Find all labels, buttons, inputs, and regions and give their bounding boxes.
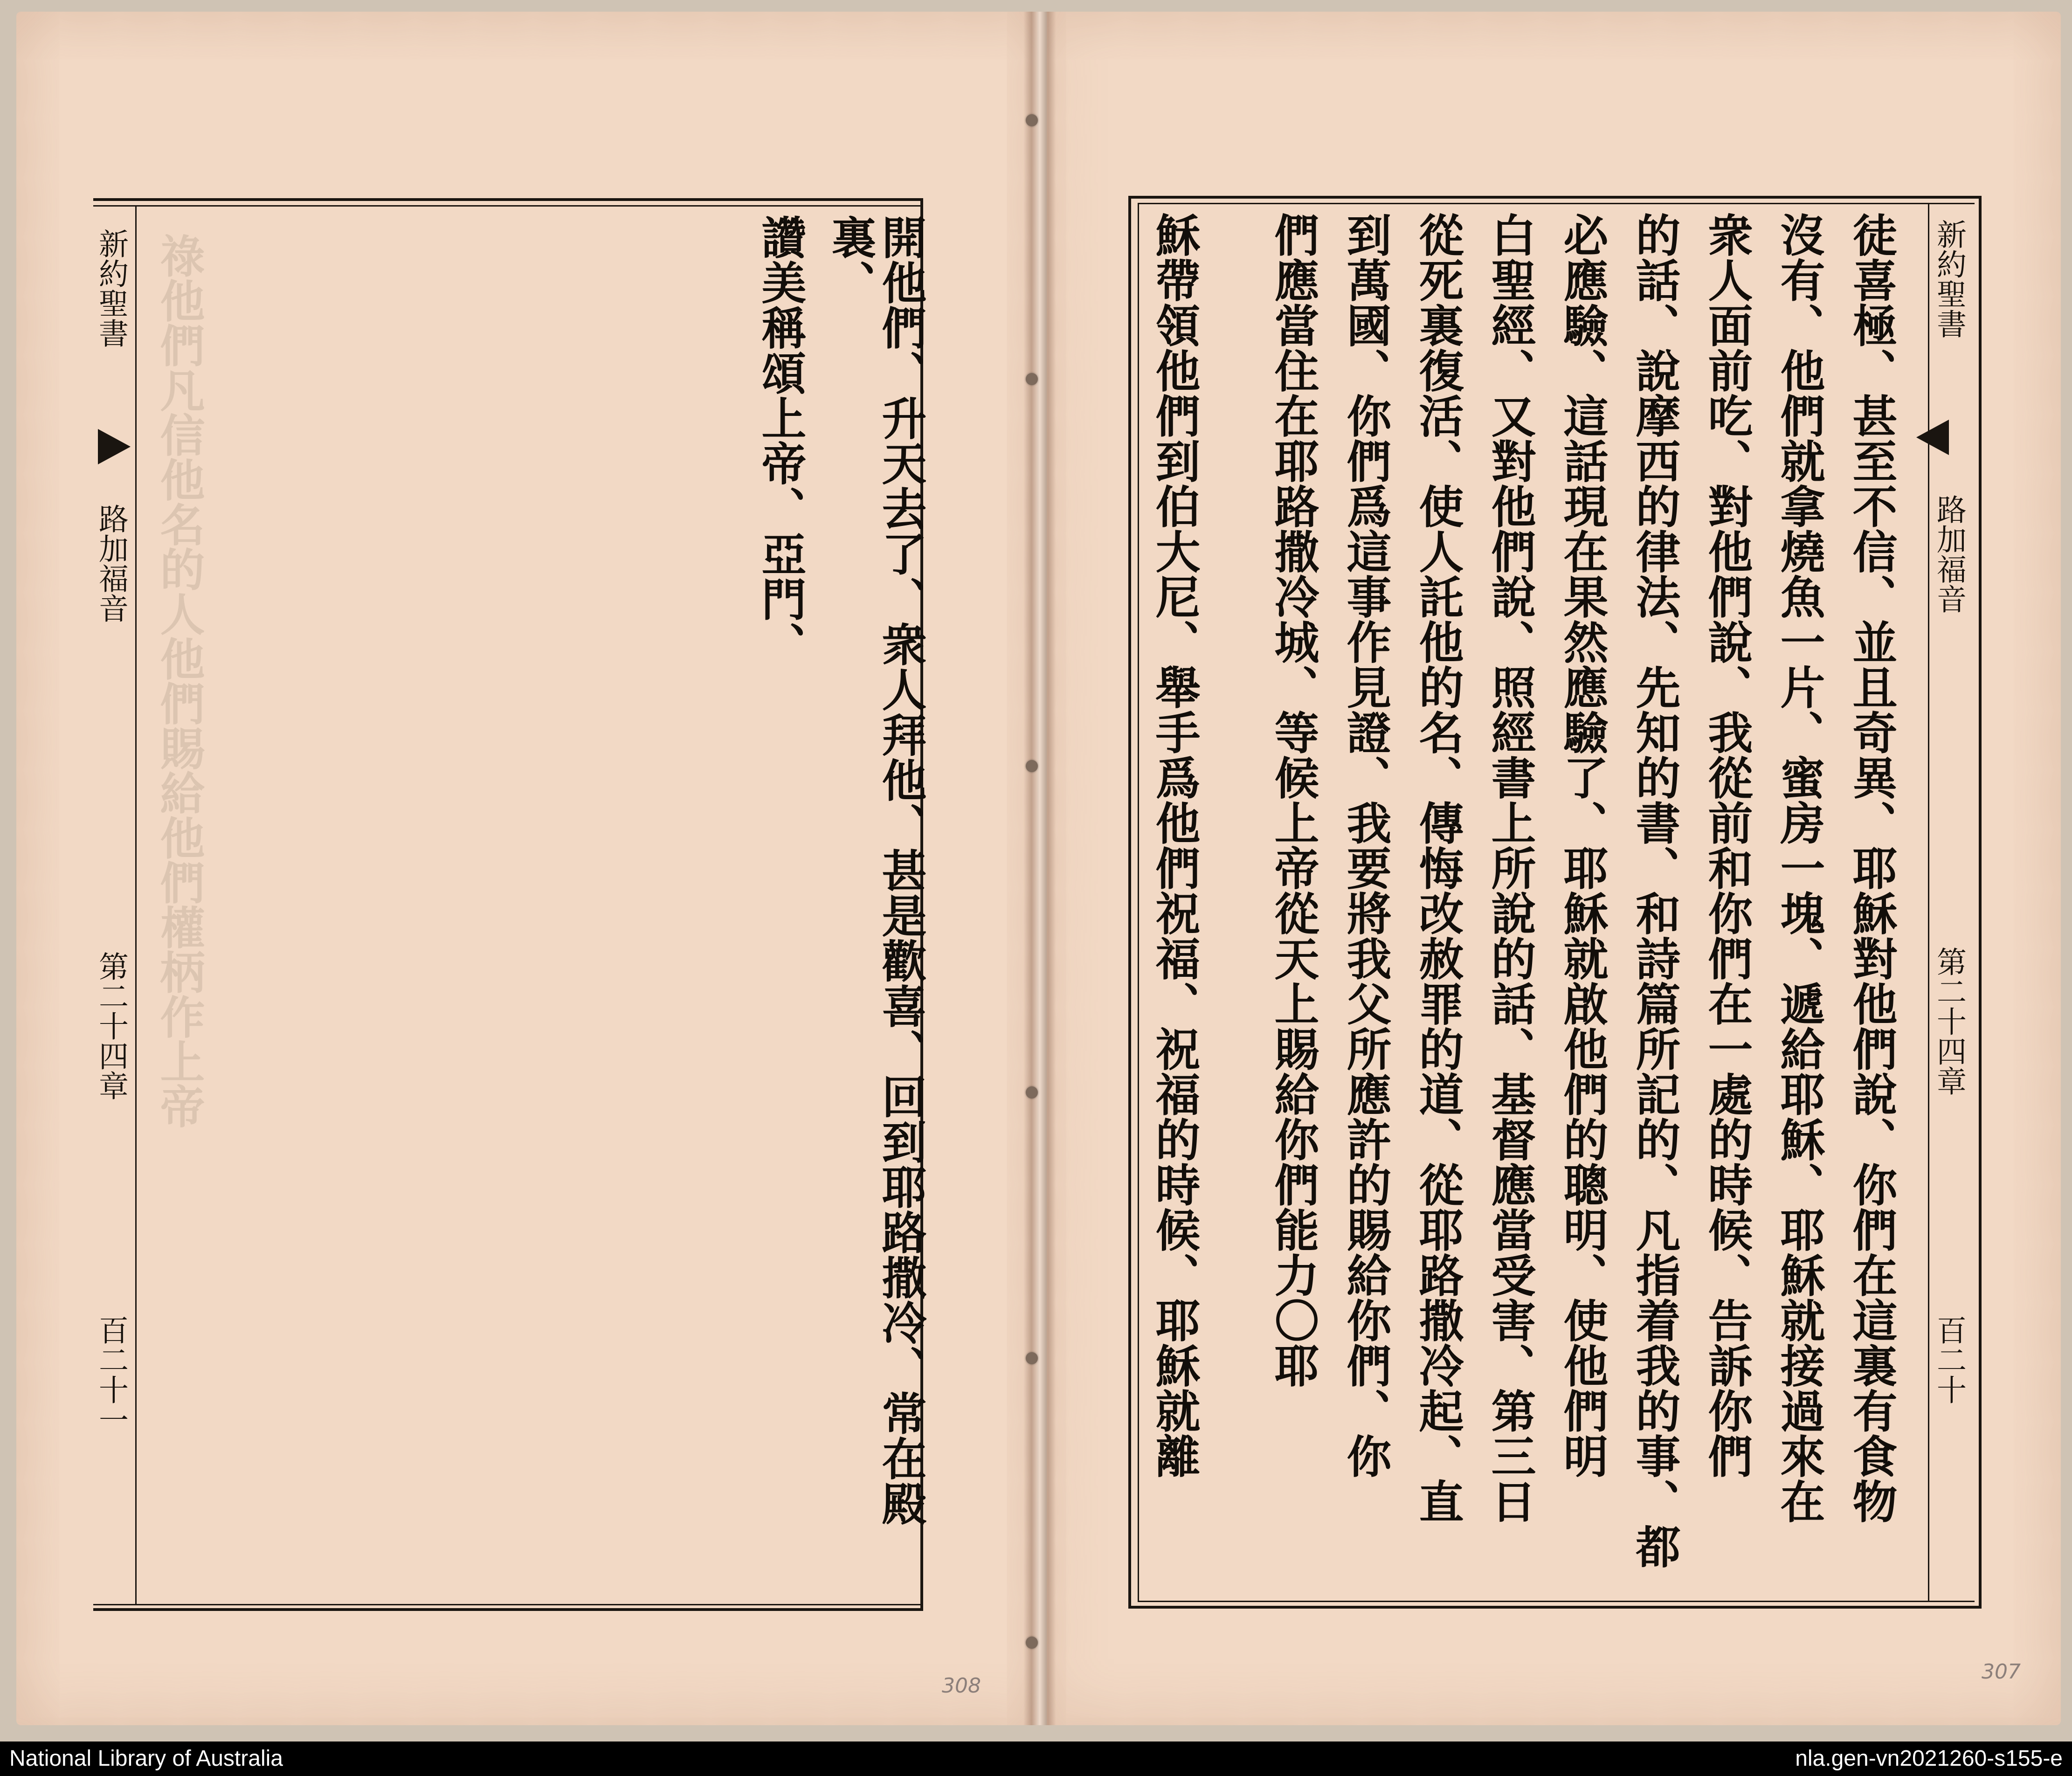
right-header-gospel: 路加福音 [1932, 494, 1966, 614]
binding-hole [1026, 1637, 1038, 1649]
right-body-column: 們應當住在耶路撒冷城、等候上帝從天上賜給你們能力〇耶 [1267, 212, 1320, 1388]
right-body-column: 徒喜極、甚至不信、並且奇異、耶穌對他們說、你們在這裏有食物 [1845, 212, 1898, 1524]
left-header-gospel: 路加福音 [94, 504, 128, 623]
left-bleedthrough: 祿他們凡信他名的人他們賜給他們權柄作上帝 [153, 233, 206, 1128]
right-header-chapter: 第二十四章 [1932, 947, 1966, 1096]
left-body-column: 開他們、升天去了、衆人拜他、甚是歡喜、回到耶路撒冷、常在殿裏、 [824, 214, 927, 1526]
left-header-arrow-icon [98, 429, 131, 464]
right-inner-left-rule [1138, 203, 1139, 1602]
right-pencil-number: 307 [1982, 1660, 2021, 1684]
left-header-chapter: 第二十四章 [94, 951, 128, 1100]
binding-hole [1026, 1352, 1038, 1364]
binding-hole [1026, 1086, 1038, 1099]
right-body-column: 到萬國、你們爲這事作見證、我要將我父所應許的賜給你們、你 [1340, 212, 1392, 1479]
binding-hole [1026, 373, 1038, 385]
right-inner-bottom-rule [1138, 1601, 1975, 1602]
right-body-column: 的話、說摩西的律法、先知的書、和詩篇所記的、凡指着我的事、都 [1629, 212, 1681, 1569]
right-body-column: 白聖經、又對他們說、照經書上所說的話、基督應當受害、第三日 [1484, 212, 1537, 1524]
right-header-arrow-icon [1916, 420, 1949, 455]
right-header-page: 百二十 [1932, 1315, 1966, 1404]
left-pencil-number: 308 [942, 1674, 981, 1698]
right-inner-top-rule [1138, 203, 1975, 204]
right-header-book: 新約聖書 [1932, 219, 1966, 339]
left-top-rule [93, 205, 923, 207]
left-header-book: 新約聖書 [94, 228, 128, 348]
right-header-rule [1928, 203, 1929, 1602]
binding-hole [1026, 114, 1038, 126]
left-header-page: 百二十一 [94, 1315, 128, 1434]
right-body-column: 從死裏復活、使人託他的名、傳悔改赦罪的道、從耶路撒冷起、直 [1412, 212, 1464, 1524]
right-body-column: 衆人面前吃、對他們說、我從前和你們在一處的時候、告訴你們 [1701, 212, 1754, 1479]
left-bottom-rule [93, 1604, 923, 1605]
book-gutter [1023, 12, 1056, 1725]
right-body-column: 沒有、他們就拿燒魚一片、蜜房一塊、遞給耶穌、耶穌就接過來在 [1773, 212, 1826, 1524]
identifier-label: nla.gen-vn2021260-s155-e [1795, 1746, 2063, 1771]
attribution-bar [0, 1741, 2072, 1776]
left-header-rule [135, 205, 137, 1604]
right-body-column: 必應驗、這話現在果然應驗了、耶穌就啟他們的聰明、使他們明 [1556, 212, 1609, 1479]
left-body-column: 讚美稱頌上帝、亞門、 [754, 214, 807, 667]
right-body-column: 穌帶領他們到伯大尼、舉手爲他們祝福、祝福的時候、耶穌就離 [1148, 212, 1201, 1479]
source-label: National Library of Australia [9, 1746, 283, 1771]
binding-hole [1026, 760, 1038, 772]
